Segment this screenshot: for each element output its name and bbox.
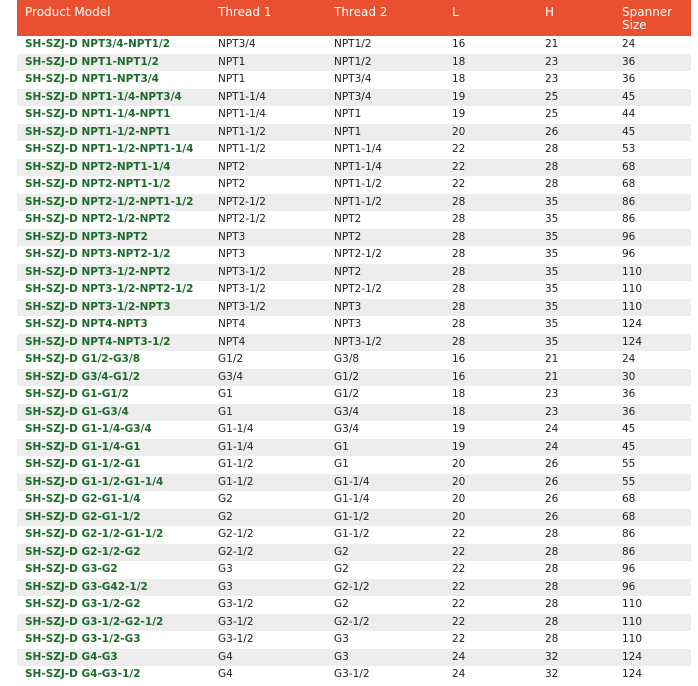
cell-l: 22 — [452, 545, 466, 558]
header-thread-1: Thread 1 — [218, 5, 272, 19]
cell-thread-2: G3/4 — [334, 405, 360, 418]
table-row — [17, 54, 691, 72]
cell-thread-2: NPT1-1/4 — [334, 160, 382, 173]
cell-product-model: SH-SZJ-D G2-G1-1/2 — [25, 510, 141, 523]
table-header — [17, 0, 691, 36]
cell-thread-2: NPT2 — [334, 213, 362, 225]
table-row — [17, 89, 691, 107]
cell-thread-1: G4 — [218, 650, 233, 663]
cell-spanner-size: 55 — [622, 475, 636, 488]
cell-h: 23 — [545, 405, 559, 418]
cell-thread-1: NPT2 — [218, 160, 246, 173]
cell-l: 22 — [452, 580, 466, 593]
cell-h: 28 — [545, 160, 559, 173]
cell-thread-1: NPT2-1/2 — [218, 213, 266, 225]
cell-product-model: SH-SZJ-D NPT4-NPT3 — [25, 318, 148, 330]
cell-spanner-size: 24 — [622, 38, 636, 50]
table-body — [17, 36, 691, 684]
cell-spanner-size: 110 — [622, 633, 643, 645]
header-l: L — [452, 5, 459, 19]
cell-spanner-size: 68 — [622, 510, 636, 523]
table-row — [17, 439, 691, 457]
cell-l: 28 — [452, 283, 466, 295]
table-row — [17, 229, 691, 247]
cell-l: 28 — [452, 335, 466, 348]
cell-spanner-size: 86 — [622, 213, 636, 225]
cell-product-model: SH-SZJ-D NPT1-NPT3/4 — [25, 73, 159, 85]
cell-product-model: SH-SZJ-D G2-1/2-G1-1/2 — [25, 528, 164, 540]
cell-l: 19 — [452, 108, 466, 120]
cell-spanner-size: 110 — [622, 598, 643, 610]
cell-spanner-size: 30 — [622, 370, 636, 383]
cell-thread-1: NPT1 — [218, 55, 246, 68]
cell-thread-2: G2-1/2 — [334, 580, 370, 593]
cell-l: 20 — [452, 493, 466, 505]
cell-spanner-size: 45 — [622, 125, 636, 138]
cell-l: 22 — [452, 528, 466, 540]
cell-l: 19 — [452, 423, 466, 435]
cell-thread-2: NPT3 — [334, 300, 362, 313]
cell-spanner-size: 55 — [622, 458, 636, 470]
cell-spanner-size: 45 — [622, 90, 636, 103]
cell-thread-1: NPT3-1/2 — [218, 300, 266, 313]
cell-thread-2: G1-1/2 — [334, 528, 370, 540]
cell-spanner-size: 86 — [622, 195, 636, 208]
cell-thread-2: NPT1-1/4 — [334, 143, 382, 155]
cell-l: 28 — [452, 318, 466, 330]
table-row — [17, 36, 691, 54]
cell-thread-1: G1-1/4 — [218, 440, 254, 453]
cell-product-model: SH-SZJ-D G1-1/2-G1 — [25, 458, 141, 470]
cell-product-model: SH-SZJ-D NPT1-NPT1/2 — [25, 55, 159, 68]
cell-h: 28 — [545, 563, 559, 575]
table-row — [17, 71, 691, 89]
table-row — [17, 544, 691, 562]
table-row — [17, 194, 691, 212]
cell-spanner-size: 68 — [622, 178, 636, 190]
cell-thread-1: NPT3-1/2 — [218, 283, 266, 295]
cell-h: 32 — [545, 668, 559, 680]
table-row — [17, 124, 691, 142]
cell-h: 35 — [545, 300, 559, 313]
cell-product-model: SH-SZJ-D G1-1/4-G3/4 — [25, 423, 152, 435]
cell-h: 23 — [545, 73, 559, 85]
cell-h: 26 — [545, 493, 559, 505]
cell-thread-1: G1-1/2 — [218, 458, 254, 470]
cell-thread-2: G3/4 — [334, 423, 360, 435]
cell-thread-1: NPT1-1/4 — [218, 90, 266, 103]
cell-spanner-size: 96 — [622, 248, 636, 260]
cell-h: 24 — [545, 440, 559, 453]
table-row — [17, 474, 691, 492]
cell-h: 28 — [545, 528, 559, 540]
cell-product-model: SH-SZJ-D NPT1-1/4-NPT1 — [25, 108, 171, 120]
cell-h: 25 — [545, 108, 559, 120]
cell-l: 28 — [452, 248, 466, 260]
cell-spanner-size: 110 — [622, 615, 643, 628]
cell-l: 16 — [452, 370, 466, 383]
cell-thread-1: NPT4 — [218, 318, 246, 330]
cell-l: 22 — [452, 615, 466, 628]
cell-product-model: SH-SZJ-D NPT3/4-NPT1/2 — [25, 38, 171, 50]
cell-spanner-size: 124 — [622, 335, 643, 348]
cell-product-model: SH-SZJ-D NPT2-NPT1-1/4 — [25, 160, 171, 173]
cell-thread-2: G1-1/4 — [334, 493, 370, 505]
cell-product-model: SH-SZJ-D NPT1-1/2-NPT1-1/4 — [25, 143, 194, 155]
table-row — [17, 526, 691, 544]
cell-h: 35 — [545, 265, 559, 278]
cell-h: 32 — [545, 650, 559, 663]
cell-thread-1: NPT3 — [218, 230, 246, 243]
cell-product-model: SH-SZJ-D NPT2-1/2-NPT2 — [25, 213, 171, 225]
cell-l: 22 — [452, 143, 466, 155]
cell-l: 22 — [452, 178, 466, 190]
table-row — [17, 386, 691, 404]
cell-l: 28 — [452, 213, 466, 225]
cell-product-model: SH-SZJ-D G2-G1-1/4 — [25, 493, 141, 505]
cell-h: 28 — [545, 545, 559, 558]
cell-thread-2: G1/2 — [334, 370, 360, 383]
cell-thread-1: G1 — [218, 388, 233, 400]
table-row — [17, 316, 691, 334]
cell-h: 23 — [545, 55, 559, 68]
cell-thread-2: G2 — [334, 563, 349, 575]
cell-thread-2: NPT1/2 — [334, 55, 372, 68]
cell-thread-1: NPT2 — [218, 178, 246, 190]
cell-spanner-size: 24 — [622, 353, 636, 365]
cell-product-model: SH-SZJ-D G3-G42-1/2 — [25, 580, 148, 593]
cell-spanner-size: 36 — [622, 388, 636, 400]
table-row — [17, 299, 691, 317]
cell-thread-2: NPT3-1/2 — [334, 335, 382, 348]
cell-thread-1: NPT1-1/4 — [218, 108, 266, 120]
cell-l: 24 — [452, 668, 466, 680]
cell-h: 28 — [545, 615, 559, 628]
table-row — [17, 369, 691, 387]
cell-thread-2: G3-1/2 — [334, 668, 370, 680]
cell-thread-2: NPT2 — [334, 265, 362, 278]
cell-h: 35 — [545, 318, 559, 330]
cell-l: 18 — [452, 388, 466, 400]
cell-h: 23 — [545, 388, 559, 400]
cell-thread-2: G1 — [334, 440, 349, 453]
cell-thread-2: G3/8 — [334, 353, 360, 365]
cell-product-model: SH-SZJ-D G3-G2 — [25, 563, 118, 575]
cell-h: 35 — [545, 195, 559, 208]
cell-spanner-size: 124 — [622, 318, 643, 330]
cell-spanner-size: 96 — [622, 563, 636, 575]
cell-thread-2: NPT1-1/2 — [334, 178, 382, 190]
cell-l: 22 — [452, 160, 466, 173]
cell-spanner-size: 110 — [622, 265, 643, 278]
cell-product-model: SH-SZJ-D G1/2-G3/8 — [25, 353, 141, 365]
cell-l: 20 — [452, 125, 466, 138]
table-row — [17, 404, 691, 422]
cell-thread-2: G2-1/2 — [334, 615, 370, 628]
cell-spanner-size: 124 — [622, 650, 643, 663]
cell-h: 21 — [545, 38, 559, 50]
cell-product-model: SH-SZJ-D G2-1/2-G2 — [25, 545, 141, 558]
cell-thread-1: NPT3/4 — [218, 38, 256, 50]
cell-thread-1: G3 — [218, 580, 233, 593]
table-row — [17, 421, 691, 439]
cell-l: 22 — [452, 598, 466, 610]
cell-h: 28 — [545, 580, 559, 593]
cell-h: 21 — [545, 353, 559, 365]
cell-spanner-size: 68 — [622, 493, 636, 505]
cell-h: 25 — [545, 90, 559, 103]
cell-product-model: SH-SZJ-D G1-G1/2 — [25, 388, 129, 400]
cell-thread-2: G1-1/4 — [334, 475, 370, 488]
cell-thread-1: G3/4 — [218, 370, 244, 383]
cell-thread-2: NPT1-1/2 — [334, 195, 382, 208]
header-row — [17, 0, 691, 36]
cell-h: 35 — [545, 248, 559, 260]
cell-product-model: SH-SZJ-D NPT3-1/2-NPT2-1/2 — [25, 283, 194, 295]
table-row — [17, 666, 691, 684]
cell-thread-2: NPT2-1/2 — [334, 283, 382, 295]
header-spanner-size: Spanner Size — [622, 5, 673, 32]
cell-l: 16 — [452, 353, 466, 365]
cell-l: 18 — [452, 55, 466, 68]
cell-product-model: SH-SZJ-D NPT4-NPT3-1/2 — [25, 335, 171, 348]
cell-l: 20 — [452, 475, 466, 488]
table-row — [17, 264, 691, 282]
cell-l: 24 — [452, 650, 466, 663]
cell-product-model: SH-SZJ-D NPT2-1/2-NPT1-1/2 — [25, 195, 194, 208]
cell-product-model: SH-SZJ-D G3-1/2-G2-1/2 — [25, 615, 164, 628]
cell-product-model: SH-SZJ-D NPT3-1/2-NPT3 — [25, 300, 171, 313]
cell-spanner-size: 45 — [622, 440, 636, 453]
cell-thread-1: G3-1/2 — [218, 633, 254, 645]
table-row — [17, 176, 691, 194]
table-row — [17, 281, 691, 299]
table-row — [17, 159, 691, 177]
table-row — [17, 649, 691, 667]
table-row — [17, 491, 691, 509]
cell-product-model: SH-SZJ-D G4-G3-1/2 — [25, 668, 141, 680]
product-spec-table — [17, 0, 691, 684]
header-product-model: Product Model — [25, 5, 111, 19]
cell-product-model: SH-SZJ-D G1-1/4-G1 — [25, 440, 141, 453]
cell-thread-2: G1 — [334, 458, 349, 470]
cell-product-model: SH-SZJ-D NPT2-NPT1-1/2 — [25, 178, 171, 190]
cell-h: 21 — [545, 370, 559, 383]
cell-h: 28 — [545, 598, 559, 610]
cell-h: 26 — [545, 510, 559, 523]
table-row — [17, 456, 691, 474]
cell-spanner-size: 86 — [622, 528, 636, 540]
header-h: H — [545, 5, 555, 19]
cell-spanner-size: 36 — [622, 405, 636, 418]
cell-thread-1: G2-1/2 — [218, 545, 254, 558]
cell-l: 20 — [452, 510, 466, 523]
cell-thread-2: G2 — [334, 598, 349, 610]
cell-thread-1: NPT3-1/2 — [218, 265, 266, 278]
cell-thread-1: G2 — [218, 510, 233, 523]
cell-l: 28 — [452, 195, 466, 208]
cell-product-model: SH-SZJ-D NPT3-NPT2 — [25, 230, 148, 243]
table-row — [17, 561, 691, 579]
cell-thread-2: G3 — [334, 633, 349, 645]
cell-product-model: SH-SZJ-D G3/4-G1/2 — [25, 370, 141, 383]
table-row — [17, 579, 691, 597]
header-thread-2: Thread 2 — [334, 5, 388, 19]
cell-thread-1: NPT1-1/2 — [218, 125, 266, 138]
cell-l: 18 — [452, 73, 466, 85]
cell-product-model: SH-SZJ-D NPT1-1/2-NPT1 — [25, 125, 171, 138]
cell-l: 22 — [452, 563, 466, 575]
cell-product-model: SH-SZJ-D NPT3-NPT2-1/2 — [25, 248, 171, 260]
cell-thread-2: G1/2 — [334, 388, 360, 400]
cell-thread-1: G2-1/2 — [218, 528, 254, 540]
cell-product-model: SH-SZJ-D G1-G3/4 — [25, 405, 129, 418]
cell-spanner-size: 53 — [622, 143, 636, 155]
cell-l: 28 — [452, 265, 466, 278]
cell-spanner-size: 86 — [622, 545, 636, 558]
cell-h: 26 — [545, 458, 559, 470]
cell-spanner-size: 96 — [622, 230, 636, 243]
cell-l: 28 — [452, 300, 466, 313]
cell-spanner-size: 36 — [622, 73, 636, 85]
cell-h: 26 — [545, 125, 559, 138]
cell-spanner-size: 44 — [622, 108, 636, 120]
cell-thread-2: NPT1 — [334, 125, 362, 138]
cell-h: 28 — [545, 633, 559, 645]
cell-l: 28 — [452, 230, 466, 243]
cell-h: 35 — [545, 335, 559, 348]
table-row — [17, 596, 691, 614]
cell-thread-1: G1 — [218, 405, 233, 418]
table-row — [17, 631, 691, 649]
cell-thread-1: G1-1/4 — [218, 423, 254, 435]
cell-thread-1: NPT4 — [218, 335, 246, 348]
cell-h: 24 — [545, 423, 559, 435]
cell-thread-2: NPT3 — [334, 318, 362, 330]
cell-product-model: SH-SZJ-D G3-1/2-G2 — [25, 598, 141, 610]
cell-thread-2: NPT2 — [334, 230, 362, 243]
cell-thread-2: G3 — [334, 650, 349, 663]
cell-l: 22 — [452, 633, 466, 645]
cell-thread-1: G1-1/2 — [218, 475, 254, 488]
cell-thread-1: G3-1/2 — [218, 598, 254, 610]
cell-l: 19 — [452, 90, 466, 103]
cell-spanner-size: 36 — [622, 55, 636, 68]
cell-thread-1: G3 — [218, 563, 233, 575]
cell-product-model: SH-SZJ-D G1-1/2-G1-1/4 — [25, 475, 164, 488]
cell-thread-1: G2 — [218, 493, 233, 505]
cell-product-model: SH-SZJ-D NPT3-1/2-NPT2 — [25, 265, 171, 278]
cell-spanner-size: 68 — [622, 160, 636, 173]
cell-thread-1: G1/2 — [218, 353, 244, 365]
cell-thread-2: G1-1/2 — [334, 510, 370, 523]
cell-l: 19 — [452, 440, 466, 453]
cell-thread-2: NPT1 — [334, 108, 362, 120]
cell-spanner-size: 96 — [622, 580, 636, 593]
cell-h: 26 — [545, 475, 559, 488]
cell-thread-2: NPT3/4 — [334, 90, 372, 103]
cell-thread-2: NPT2-1/2 — [334, 248, 382, 260]
cell-spanner-size: 45 — [622, 423, 636, 435]
cell-thread-1: NPT1 — [218, 73, 246, 85]
cell-l: 16 — [452, 38, 466, 50]
cell-thread-1: G4 — [218, 668, 233, 680]
cell-l: 18 — [452, 405, 466, 418]
cell-h: 35 — [545, 213, 559, 225]
cell-product-model: SH-SZJ-D G4-G3 — [25, 650, 118, 663]
cell-spanner-size: 110 — [622, 283, 643, 295]
cell-h: 28 — [545, 143, 559, 155]
cell-thread-1: NPT1-1/2 — [218, 143, 266, 155]
table-row — [17, 246, 691, 264]
table-row — [17, 351, 691, 369]
cell-spanner-size: 110 — [622, 300, 643, 313]
cell-l: 20 — [452, 458, 466, 470]
cell-h: 28 — [545, 178, 559, 190]
cell-thread-1: G3-1/2 — [218, 615, 254, 628]
table-row — [17, 509, 691, 527]
table-row — [17, 334, 691, 352]
table-row — [17, 211, 691, 229]
table-row — [17, 614, 691, 632]
cell-spanner-size: 124 — [622, 668, 643, 680]
table-row — [17, 106, 691, 124]
cell-thread-2: NPT1/2 — [334, 38, 372, 50]
cell-thread-2: NPT3/4 — [334, 73, 372, 85]
cell-thread-1: NPT2-1/2 — [218, 195, 266, 208]
cell-product-model: SH-SZJ-D G3-1/2-G3 — [25, 633, 141, 645]
cell-thread-2: G2 — [334, 545, 349, 558]
cell-h: 35 — [545, 283, 559, 295]
table-row — [17, 141, 691, 159]
cell-product-model: SH-SZJ-D NPT1-1/4-NPT3/4 — [25, 90, 182, 103]
cell-thread-1: NPT3 — [218, 248, 246, 260]
cell-h: 35 — [545, 230, 559, 243]
